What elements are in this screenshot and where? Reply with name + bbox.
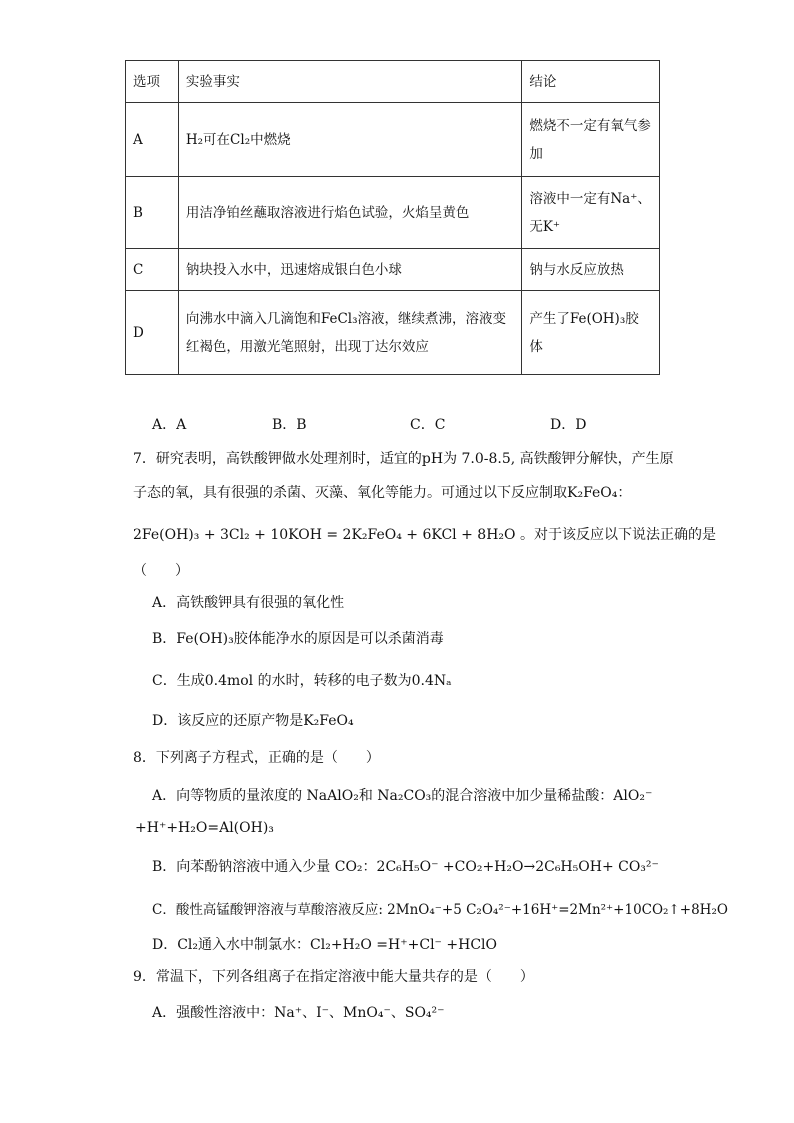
row-fact: 钠块投入水中，迅速熔成银白色小球 bbox=[178, 249, 521, 291]
experiment-table bbox=[125, 60, 660, 375]
row-option: B bbox=[126, 177, 179, 249]
q7-stem-line1: 7．研究表明，高铁酸钾做水处理剂时，适宜的pH为 7.0-8.5, 高铁酸钾分解快，产生原 bbox=[133, 451, 674, 467]
header-option: 选项 bbox=[126, 61, 179, 103]
q7-option-b: B．Fe(OH)₃胶体能净水的原因是可以杀菌消毒 bbox=[152, 631, 444, 647]
q6-option-c: C．C bbox=[410, 417, 446, 433]
q7-option-c: C．生成0.4mol 的水时，转移的电子数为0.4Nₐ bbox=[152, 673, 452, 689]
row-conclusion: 产生了Fe(OH)₃胶体 bbox=[522, 291, 660, 375]
q7-equation: 2Fe(OH)₃ + 3Cl₂ + 10KOH = 2K₂FeO₄ + 6KCl + 8H₂O 。对于该反应以下说法正确的是 bbox=[133, 527, 716, 543]
q6-option-a: A．A bbox=[152, 417, 187, 433]
q6-option-b: B．B bbox=[272, 417, 307, 433]
q7-option-a: A．高铁酸钾具有很强的氧化性 bbox=[152, 595, 345, 611]
row-option: C bbox=[126, 249, 179, 291]
q6-option-d: D．D bbox=[550, 417, 587, 433]
row-fact: H₂可在Cl₂中燃烧 bbox=[178, 103, 521, 177]
q8-option-a-line1: A．向等物质的量浓度的 NaAlO₂和 Na₂CO₃的混合溶液中加少量稀盐酸：AlO₂⁻ bbox=[152, 788, 653, 804]
q8-option-a-line2: +H⁺+H₂O=Al(OH)₃ bbox=[135, 820, 274, 836]
table-row bbox=[126, 103, 660, 177]
q7-paren: （ ） bbox=[133, 563, 189, 579]
row-option: A bbox=[126, 103, 179, 177]
q7-stem-line2: 子态的氧，具有很强的杀菌、灭藻、氧化等能力。可通过以下反应制取K₂FeO₄： bbox=[133, 485, 632, 501]
header-conclusion: 结论 bbox=[522, 61, 660, 103]
row-conclusion: 钠与水反应放热 bbox=[522, 249, 660, 291]
table-header-row bbox=[126, 61, 660, 103]
q9-option-a: A．强酸性溶液中：Na⁺、I⁻、MnO₄⁻、SO₄²⁻ bbox=[152, 1005, 445, 1021]
q9-stem: 9．常温下，下列各组离子在指定溶液中能大量共存的是（ ） bbox=[133, 969, 534, 985]
row-fact: 向沸水中滴入几滴饱和FeCl₃溶液，继续煮沸，溶液变红褐色，用激光笔照射，出现丁达尔效应 bbox=[178, 291, 521, 375]
q8-option-c: C．酸性高锰酸钾溶液与草酸溶液反应: 2MnO₄⁻+5 C₂O₄²⁻+16H⁺=2Mn²⁺+10CO₂↑+8H₂O bbox=[152, 902, 728, 918]
q8-option-b: B．向苯酚钠溶液中通入少量 CO₂：2C₆H₅O⁻ +CO₂+H₂O→2C₆H₅OH+ CO₃²⁻ bbox=[152, 859, 659, 875]
row-option: D bbox=[126, 291, 179, 375]
table-row bbox=[126, 249, 660, 291]
q8-stem: 8．下列离子方程式，正确的是（ ） bbox=[133, 750, 380, 766]
q7-option-d: D．该反应的还原产物是K₂FeO₄ bbox=[152, 713, 354, 729]
table-row bbox=[126, 177, 660, 249]
row-fact: 用洁净铂丝蘸取溶液进行焰色试验，火焰呈黄色 bbox=[178, 177, 521, 249]
q8-option-d: D．Cl₂通入水中制氯水：Cl₂+H₂O =H⁺+Cl⁻ +HClO bbox=[152, 937, 498, 953]
table-row bbox=[126, 291, 660, 375]
row-conclusion: 燃烧不一定有氧气参加 bbox=[522, 103, 660, 177]
header-fact: 实验事实 bbox=[178, 61, 521, 103]
row-conclusion: 溶液中一定有Na⁺、无K⁺ bbox=[522, 177, 660, 249]
